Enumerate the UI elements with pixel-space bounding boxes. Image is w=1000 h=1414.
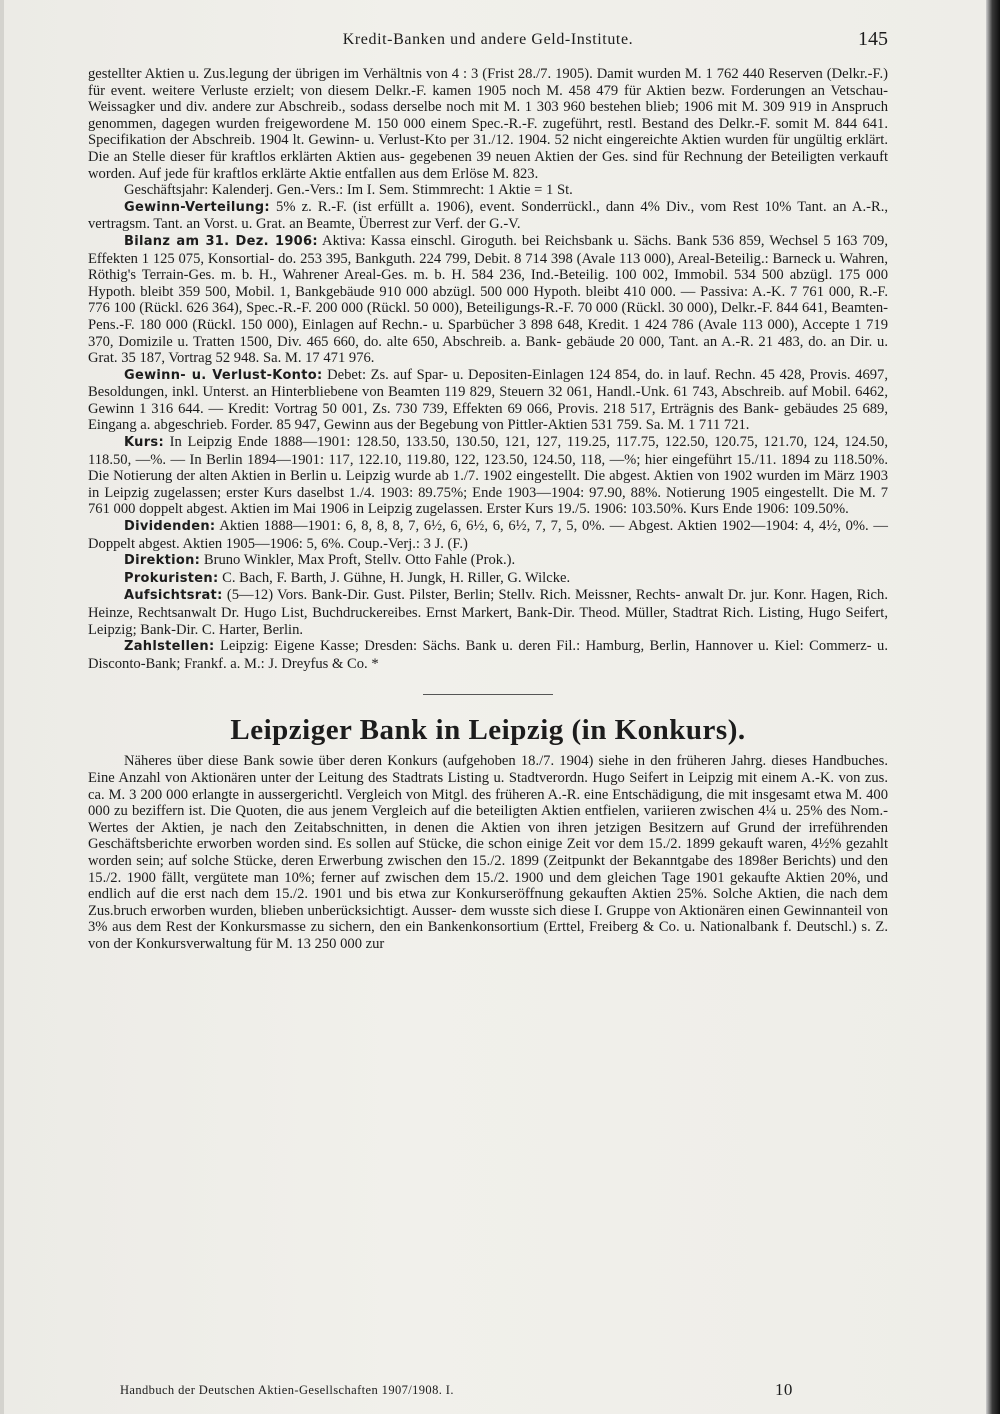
page-header	[88, 28, 888, 54]
dividends	[88, 518, 888, 552]
share-price-label: Kurs:	[124, 435, 164, 451]
balance-sheet-text: Aktiva: Kassa einschl. Giroguth. bei Reichsbank u. Sächs. Bank 536 859, Wechsel 5 163 709, Effekten 1 125 075, Konsortial- do. 253 395, Bankguth. 224 799, Debit. 8 714 398 (Avale 113 000), Areal-Beteilig.: Barneck u. Wahren, Röthig's Terrain-Ges. m. b. H., Wahrener Areal-Ges. m. b. H. 584 236, Ind.-Beteilig. 100 002, Immobil. 534 500 abzügl. 175 000 Hypoth. bleibt 359 500, Mobil. 1, Bankgebäude 910 000 abzügl. 500 000 Hypoth. bleibt 410 000. — Passiva: A.-K. 7 761 000, R.-F. 776 100 (Rückl. 626 364), Spec.-R.-F. 200 000 (Rückl. 50 000), Beteiligungs-R.-F. 70 000 (Rückl. 30 000), Delkr.-F. 844 641, Beamten-Pens.-F. 180 000 (Rückl. 150 000), Einlagen auf Rechn.- u. Sparbücher 3 898 648, Kredit. 1 424 786 (Avale 113 000), Accepte 1 719 370, Domizile u. Tratten 1500, Div. 465 660, do. alte 650, Abschreib. a. Bank- gebäude 20 000, Tant. an A.-R. 21 483, do. an Dir. u. Grat. 35 187, Vortrag 52 948. Sa. M. 17 471 976.	[88, 232, 888, 367]
profit-loss-account	[88, 367, 888, 434]
share-price	[88, 434, 888, 518]
share-price-text: In Leipzig Ende 1888—1901: 128.50, 133.50, 130.50, 121, 127, 119.25, 117.75, 122.50, 120.75, 121.70, 124, 124.50, 118.50, —%. — In Berlin 1894—1901: 117, 122.10, 119.80, 122, 123.50, 124.50, 118, —%; hier eingeführt 15./11. 1894 zu 118.50%. Die Notierung der alten Aktien in Berlin u. Leipzig wurde ab 1./7. 1902 eingestellt. Die abgest. Aktien von 1902 wurden im März 1903 in Leipzig zugelassen; erster Kurs daselbst 1./4. 1903: 89.75%; Ende 1903—1904: 97.90, 88%. Notierung 1905 eingestellt. Die M. 7 761 000 doppelt abgest. Aktien im Mai 1906 in Leipzig zugelassen. Erster Kurs 19./5. 1906: 103.50%. Kurs Ende 1906: 109.50%.	[88, 434, 888, 518]
balance-sheet-label: Bilanz am 31. Dez. 1906:	[124, 233, 318, 249]
dividends-text: Aktien 1888—1901: 6, 8, 8, 8, 7, 6½, 6, 6½, 6, 6½, 7, 7, 5, 0%. — Abgest. Aktien 1902—1904: 4, 4½, 0%. — Doppelt abgest. Aktien 1905—1906: 5, 6%. Coup.-Verj.: 3 J. (F.)	[88, 518, 889, 552]
intro-text: gestellter Aktien u. Zus.legung der übrigen im Verhältnis von 4 : 3 (Frist 28./7. 1905). Damit wurden M. 1 762 440 Reserven (Delkr.-F.) für event. weitere Verluste erzielt; von diesem Delkr.-F. kamen 1905 noch M. 458 479 für Aktien bezw. Forderungen an Vetschau-Weissagker und div. andere zur Abschreib., sodass derselbe noch mit M. 1 303 960 bestehen blieb; 1906 mit M. 309 919 in Anspruch genommen, dagegen wurden freigewordene M. 150 000 einem Spec.-R.-F. zugeführt, restl. Bestand des Delkr.-F. somit M. 844 641. Specifikation der Abschreib. 1904 lt. Gewinn- u. Verlust-Kto per 31./12. 1904. 52 nicht eingereichte Aktien wurden für ungültig erklärt. Die an Stelle dieser für kraftlos erklärten Aktien aus- gegebenen 39 neuen Aktien der Ges. sind für Rechnung der Beteiligten verkauft worden. Auf jede für kraftlos erklärte Aktie entfallen aus dem Erlöse M. 823.	[88, 66, 888, 182]
profit-distribution	[88, 199, 888, 233]
management	[88, 552, 888, 570]
paying-agents-label: Zahlstellen:	[124, 639, 215, 655]
management-label: Direktion:	[124, 553, 201, 569]
meeting-info	[88, 182, 888, 199]
authorized-officers	[88, 570, 888, 588]
balance-sheet	[88, 233, 888, 367]
content	[88, 66, 888, 953]
dividends-label: Dividenden:	[124, 519, 216, 535]
profit-distribution-label: Gewinn-Verteilung:	[124, 199, 270, 215]
page-number: 145	[858, 28, 888, 50]
profit-loss-text: Debet: Zs. auf Spar- u. Depositen-Einlagen 124 854, do. in lauf. Rechn. 45 428, Provis. 4697, Besoldungen, inkl. Unterst. an Hinterbliebene von Beamten 119 829, Steuern 32 061, Handl.-Unk. 61 743, Abschreib. auf Mobil. 6462, Gewinn 1 316 644. — Kredit: Vortrag 50 001, Zs. 730 739, Effekten 69 066, Provis. 218 517, Erträgnis des Bank- gebäudes 25 689, Eingang a. abgeschrieb. Forder. 85 947, Gewinn aus der Begebung von Pittler-Aktien 531 759. Sa. M. 1 711 721.	[88, 366, 888, 434]
authorized-officers-label: Prokuristen:	[124, 570, 219, 586]
page-footer	[120, 1380, 840, 1399]
authorized-officers-text: C. Bach, F. Barth, J. Gühne, H. Jungk, H. Riller, G. Wilcke.	[222, 569, 571, 586]
paying-agents	[88, 638, 888, 672]
page-left-edge	[0, 0, 4, 1414]
sheet-signature: 10	[775, 1380, 793, 1399]
supervisory-board-text: (5—12) Vors. Bank-Dir. Gust. Pilster, Berlin; Stellv. Rich. Meissner, Rechts- anwalt Dr. jur. Konr. Hagen, Rich. Heinze, Rechtsanwalt Dr. Hugo List, Buchdruckereibes. Ernst Markert, Bank-Dir. Theod. Müller, Stadtrat Rich. Listing, Hugo Seifert, Leipzig; Bank-Dir. C. Harter, Berlin.	[88, 587, 888, 638]
supervisory-board	[88, 587, 888, 638]
bank-description-text: Näheres über diese Bank sowie über deren Konkurs (aufgehoben 18./7. 1904) siehe in den früheren Jahrg. dieses Handbuches. Eine Anzahl von Aktionären unter der Leitung des Stadtrats Listing u. Stadtverordn. Hugo Seifert in Leipzig mit einem A.-K. von zus. ca. M. 3 200 000 erlangte in aussergerichtl. Vergleich von Mitgl. des früheren A.-R. eine Entschädigung, die mit insgesamt etwa M. 400 000 zu beziffern ist. Die Quoten, die aus jenem Vergleich auf die beteiligten Aktien entfielen, variieren zwischen 4¼ u. 25% des Nom.-Wertes der Aktien, je nach den Zeitabschnitten, in denen die Aktien von ihren jetzigen Besitzern auf Grund der irreführenden Geschäftsberichte erworben worden sind. Es sollen auf Stücke, die schon einige Zeit vor dem 15./2. 1899 gekauft waren, 4½% gezahlt worden sein; auf solche Stücke, deren Erwerbung zwischen den 15./2. 1899 (Zeitpunkt der Bekanntgabe des 1898er Berichts) und den 15./2. 1900 fällt, vergütete man 10%; ferner auf zwischen dem 15./2. 1900 und dem gleichen Tage 1901 gekaufte Aktien 20%, und endlich auf die erst nach dem 15./2. 1901 und bis etwa zur Konkurseröffnung gekauften Aktien 25%. Solche Aktien, die nach dem Zus.bruch erworben wurden, blieben unberücksichtigt. Ausser- dem wusste sich diese I. Gruppe von Aktionären einen Gewinnanteil von 3% aus dem Rest der Konkursmasse zu sichern, den ein Bankenkonsortium (Erttel, Freiberg & Co. u. Nationalbank f. Deutschl.) s. Z. von der Konkursverwaltung für M. 13 250 000 zur	[88, 753, 888, 952]
running-title: Kredit-Banken und andere Geld-Institute.	[342, 31, 634, 48]
bank-description	[88, 753, 888, 952]
profit-loss-label: Gewinn- u. Verlust-Konto:	[124, 367, 323, 383]
bank-title: Leipziger Bank in Leipzig (in Konkurs).	[230, 714, 746, 747]
publication-line: Handbuch der Deutschen Aktien-Gesellschaften 1907/1908. I.	[120, 1383, 454, 1397]
page-binding-shadow	[986, 0, 1000, 1414]
supervisory-board-label: Aufsichtsrat:	[124, 588, 223, 604]
profit-distribution-text: 5% z. R.-F. (ist erfüllt a. 1906), event. Sonderrückl., dann 4% Div., vom Rest 10% Tant. an A.-R., vertragsm. Tant. an Vorst. u. Grat. an Beamte, Überrest zur Verf. der G.-V.	[88, 198, 888, 233]
meeting-info-text: Geschäftsjahr: Kalenderj. Gen.-Vers.: Im I. Sem. Stimmrecht: 1 Aktie = 1 St.	[124, 182, 573, 199]
intro-paragraph	[88, 66, 888, 182]
section-divider	[423, 694, 553, 695]
paying-agents-text: Leipzig: Eigene Kasse; Dresden: Sächs. Bank u. deren Fil.: Hamburg, Berlin, Hannover u. Kiel: Commerz- u. Disconto-Bank; Frankf. a. M.: J. Dreyfus & Co. *	[88, 638, 888, 672]
management-text: Bruno Winkler, Max Proft, Stellv. Otto Fahle (Prok.).	[203, 552, 516, 569]
